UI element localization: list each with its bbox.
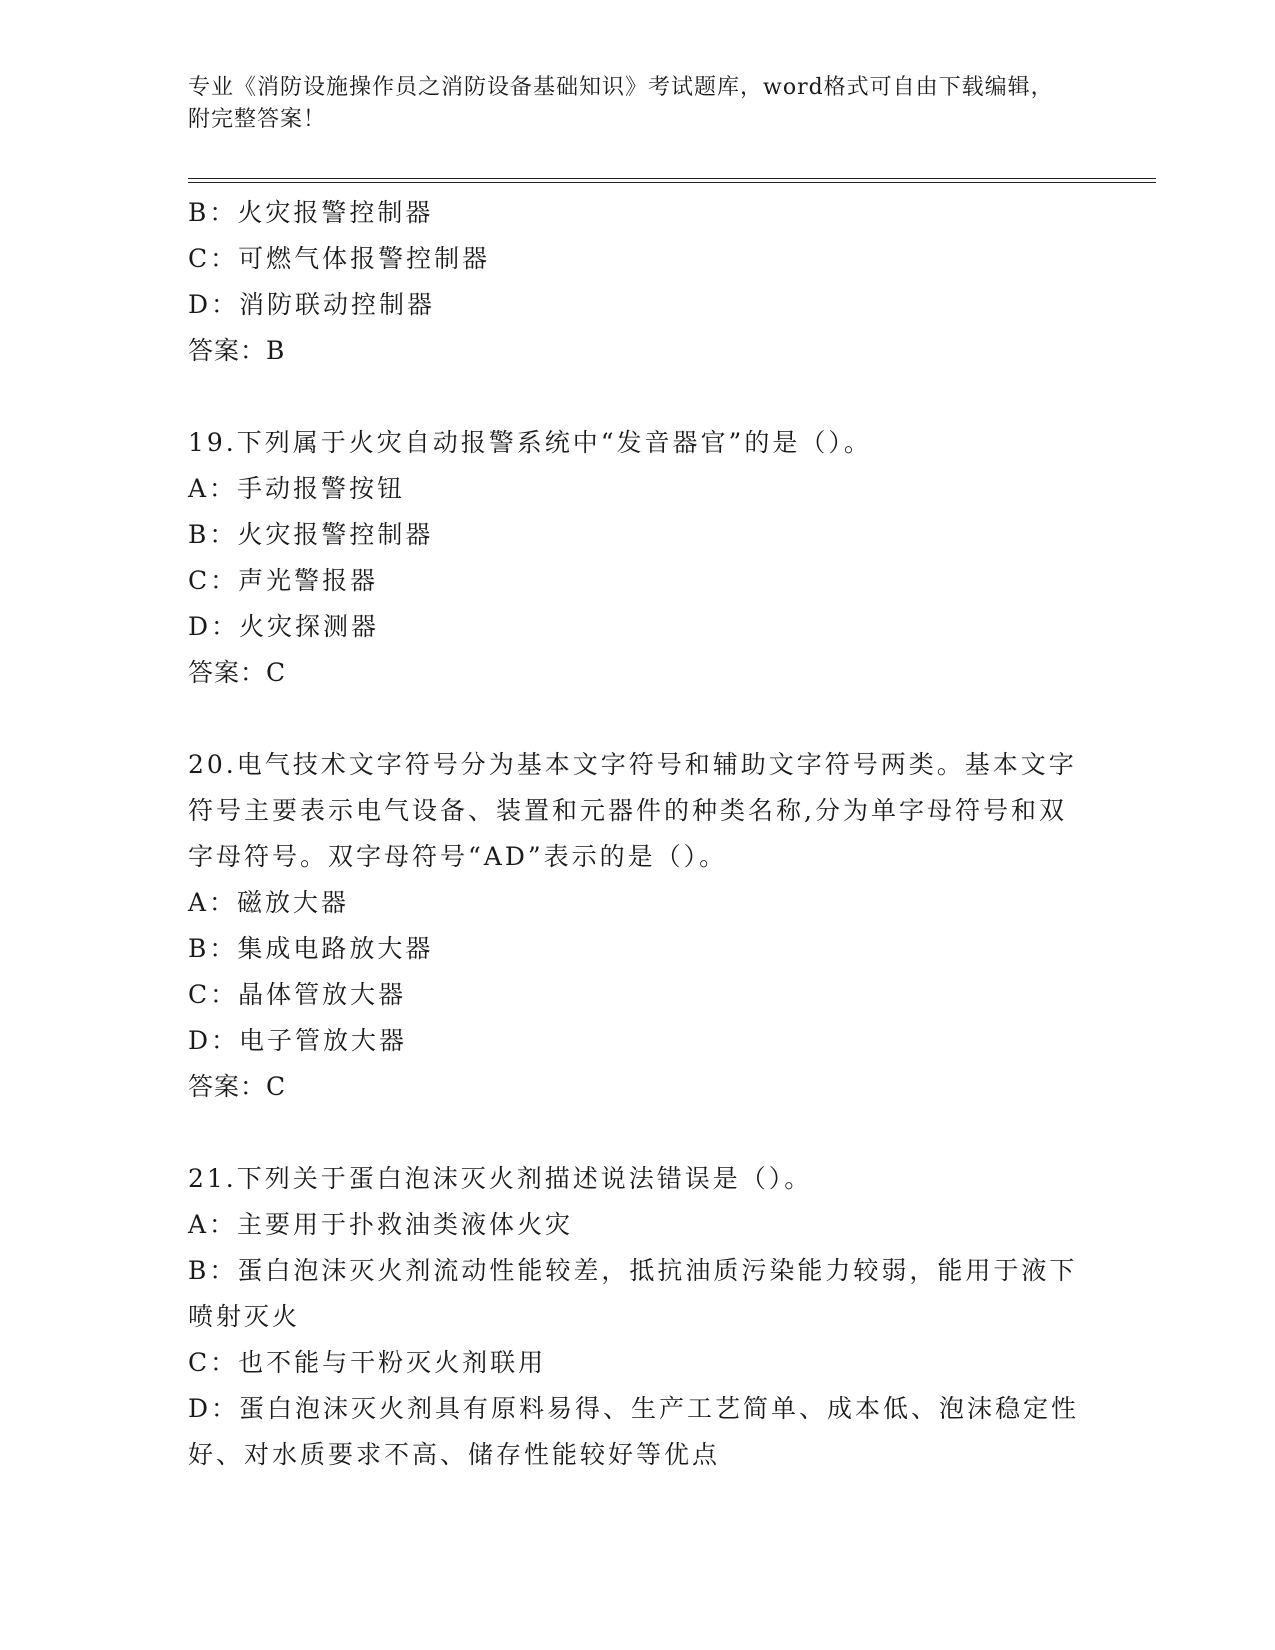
option-a: A：手动报警按钮 — [188, 474, 406, 503]
option-c: C：也不能与干粉灭火剂联用 — [188, 1348, 547, 1377]
option-b: B：蛋白泡沫灭火剂流动性能较差，抵抗油质污染能力较弱，能用于液下喷射灭火 — [188, 1256, 1078, 1331]
option-b: B：火灾报警控制器 — [188, 198, 434, 227]
option-c: C：可燃气体报警控制器 — [188, 244, 491, 273]
question-block-21 — [188, 1156, 1088, 1478]
option-d: D：电子管放大器 — [188, 1026, 408, 1055]
option-a: A：主要用于扑救油类液体火灾 — [188, 1210, 574, 1239]
question-stem: 19.下列属于火灾自动报警系统中“发音器官”的是（）。 — [188, 428, 872, 457]
question-stem: 20.电气技术文字符号分为基本文字符号和辅助文字符号两类。基本文字符号主要表示电气设备、装置和元器件的种类名称,分为单字母符号和双字母符号。双字母符号“AD”表示的是（）。 — [188, 750, 1077, 871]
option-c: C：晶体管放大器 — [188, 980, 407, 1009]
option-c: C：声光警报器 — [188, 566, 379, 595]
header-divider — [188, 178, 1156, 183]
document-content — [188, 190, 1088, 1478]
question-block-20 — [188, 742, 1088, 1110]
question-block-19 — [188, 420, 1088, 696]
answer-line: 答案：C — [188, 1072, 287, 1101]
option-d: D：火灾探测器 — [188, 612, 380, 641]
question-stem: 21.下列关于蛋白泡沫灭火剂描述说法错误是（）。 — [188, 1164, 813, 1193]
page-header: 专业《消防设施操作员之消防设备基础知识》考试题库，word格式可自由下载编辑，附完整答案！ — [188, 75, 1054, 132]
option-b: B：火灾报警控制器 — [188, 520, 434, 549]
answer-line: 答案：B — [188, 336, 286, 365]
option-b: B：集成电路放大器 — [188, 934, 434, 963]
question-block-18 — [188, 190, 1088, 374]
option-d: D：消防联动控制器 — [188, 290, 436, 319]
answer-line: 答案：C — [188, 658, 287, 687]
option-d: D：蛋白泡沫灭火剂具有原料易得、生产工艺简单、成本低、泡沫稳定性好、对水质要求不高、储存性能较好等优点 — [188, 1394, 1080, 1469]
option-a: A：磁放大器 — [188, 888, 350, 917]
